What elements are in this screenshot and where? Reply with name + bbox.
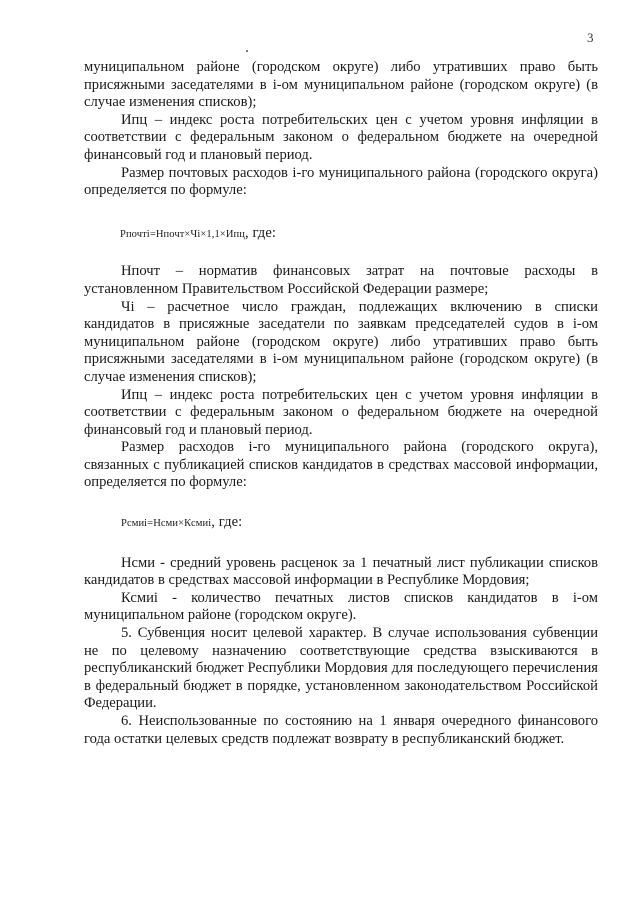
paragraph: Ксмиi - количество печатных листов списков кандидатов в i-ом муниципальном районе (городском округе). xyxy=(84,589,598,624)
formula-postal-suffix: , где: xyxy=(244,224,277,241)
page-number: 3 xyxy=(587,30,594,45)
paragraph: муниципальном районе (городском округе) либо утративших право быть присяжными заседателями в i-ом муниципальном районе (городском округе) (в случае изменения списков); xyxy=(84,59,598,111)
paragraph: Ипц – индекс роста потребительских цен с учетом уровня инфляции в соответствии с федеральным законом о федеральном бюджете на очередной финансовый год и плановый период. xyxy=(84,386,598,438)
paragraph: Размер почтовых расходов i-го муниципального района (городского округа) определяется по формуле: xyxy=(84,164,598,199)
formula-media-expression: Рсмиi=Нсми×Ксмиi xyxy=(121,518,212,530)
paragraph-group-a xyxy=(84,59,598,200)
paragraph: 6. Неиспользованные по состоянию на 1 января очередного финансового года остатки целевых средств подлежат возврату в республиканский бюджет. xyxy=(84,713,598,747)
formula-media xyxy=(84,514,598,533)
paragraph: 5. Субвенция носит целевой характер. В случае использования субвенции не по целевому назначению соответствующие средства взыскиваются в республиканский бюджет Республики Мордовия для последующего перечисления в федеральный бюджет в порядке, установленном законодательством Российской Федерации. xyxy=(84,625,598,712)
paragraph: Чi – расчетное число граждан, подлежащих включению в списки кандидатов в присяжные заседатели по заявкам председателей судов в i-ом муниципальном районе (городском округе) либо утративших право быть присяжными заседателями в i-ом муниципальном районе (городском округе) (в случае изменения списков); xyxy=(84,298,598,385)
paragraph: Нсми - средний уровень расценок за 1 печатный лист публикации списков кандидатов в средствах массовой информации в Республике Мордовия; xyxy=(84,554,598,589)
document-body xyxy=(84,59,598,748)
paragraph: Размер расходов i-го муниципального района (городского округа), связанных с публикацией списков кандидатов в средствах массовой информации, определяется по формуле: xyxy=(84,439,598,491)
paragraph: Ипц – индекс роста потребительских цен с учетом уровня инфляции в соответствии с федеральным законом о федеральном бюджете на очередной финансовый год и плановый период. xyxy=(84,111,598,163)
paragraph: Нпочт – норматив финансовых затрат на почтовые расходы в установленном Правительством Российской Федерации размере; xyxy=(84,263,598,297)
formula-postal xyxy=(84,225,598,244)
paragraph-group-b xyxy=(84,263,598,492)
formula-postal-expression: Рпочтi=Нпочт×Чi×1,1×Ипц xyxy=(120,228,245,240)
paragraph-group-c xyxy=(84,555,598,749)
scan-speck xyxy=(246,50,248,52)
formula-media-suffix: , где: xyxy=(211,514,243,531)
